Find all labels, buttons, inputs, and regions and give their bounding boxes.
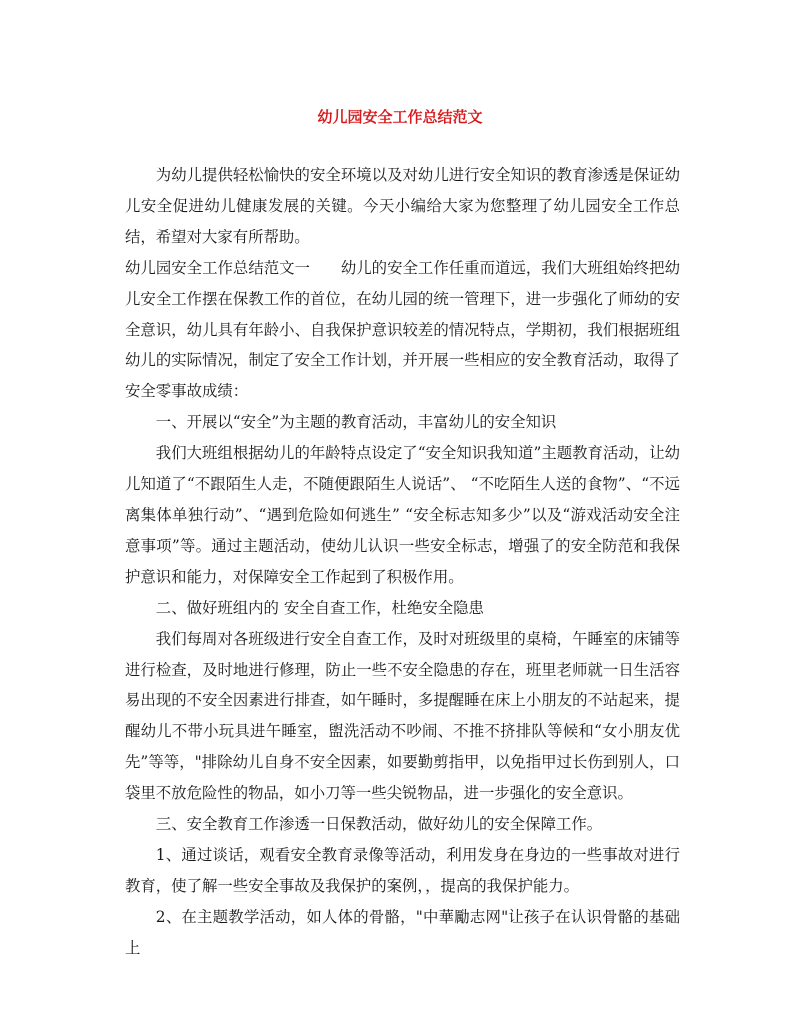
section-2-paragraph: 我们每周对各班级进行安全自查工作，及时对班级里的桌椅，午睡室的床铺等进行检查，及时地进行修理，防止一些不安全隐患的存在，班里老师就一日生活容易出现的不安全因素进行排查，如午睡时，多提醒睡在床上小朋友的不站起来，提醒幼儿不带小玩具进午睡室，盥洗活动不吵闹、不推不挤排队等候和“女小朋友优先”等等，"排除幼儿自身不安全因素，如要勤剪指甲，以免指甲过长伤到别人，口袋里不放危险性的物品，如小刀等一些尖锐物品，进一步强化的安全意识。 (125, 629, 680, 803)
section-1-paragraph: 我们大班组根据幼儿的年龄特点设定了“安全知识我知道”主题教育活动，让幼儿知道了“不跟陌生人走，不随便跟陌生人说话”、 “不吃陌生人送的食物”、“不远离集体单独行动”、“遇到危险如何逃生” “安全标志知多少”以及“游戏活动安全注意事项”等。通过主题活动，使幼儿认识一些安全标志，增强了的安全防范和我保护意识和能力，对保障安全工作起到了积极作用。 (125, 444, 680, 586)
document-body (125, 160, 680, 964)
section-heading-1: 一、开展以“安全”为主题的教育活动，丰富幼儿的安全知识 (155, 413, 557, 432)
intro-paragraph: 为幼儿提供轻松愉快的安全环境以及对幼儿进行安全知识的教育渗透是保证幼儿安全促进幼儿健康发展的关键。今天小编给大家为您整理了幼儿园安全工作总结，希望对大家有所帮助。 (125, 166, 680, 246)
section-3-item-1: 1、通过谈话，观看安全教育录像等活动，利用发身在身边的一些事故对进行教育，使了解一些安全事故及我保护的案例，，提高的我保护能力。 (125, 845, 680, 895)
document-title: 幼儿园安全工作总结范文 (317, 108, 483, 126)
section-heading-3: 三、安全教育工作渗透一日保教活动，做好幼儿的安全保障工作。 (155, 815, 603, 834)
section-3-item-2: 2、在主题教学活动，如人体的骨骼，"中華勵志网"让孩子在认识骨骼的基础上 (125, 907, 680, 957)
sample-one-paragraph: 幼儿园安全工作总结范文一 幼儿的安全工作任重而道远，我们大班组始终把幼儿安全工作摆在保教工作的首位，在幼儿园的统一管理下，进一步强化了师幼的安全意识，幼儿具有年龄小、自我保护意识较差的情况特点，学期初，我们根据班组幼儿的实际情况，制定了安全工作计划，并开展一些相应的安全教育活动，取得了安全零事故成绩： (125, 258, 680, 401)
section-heading-2: 二、做好班组内的 安全自查工作，杜绝安全隐患 (155, 598, 484, 617)
